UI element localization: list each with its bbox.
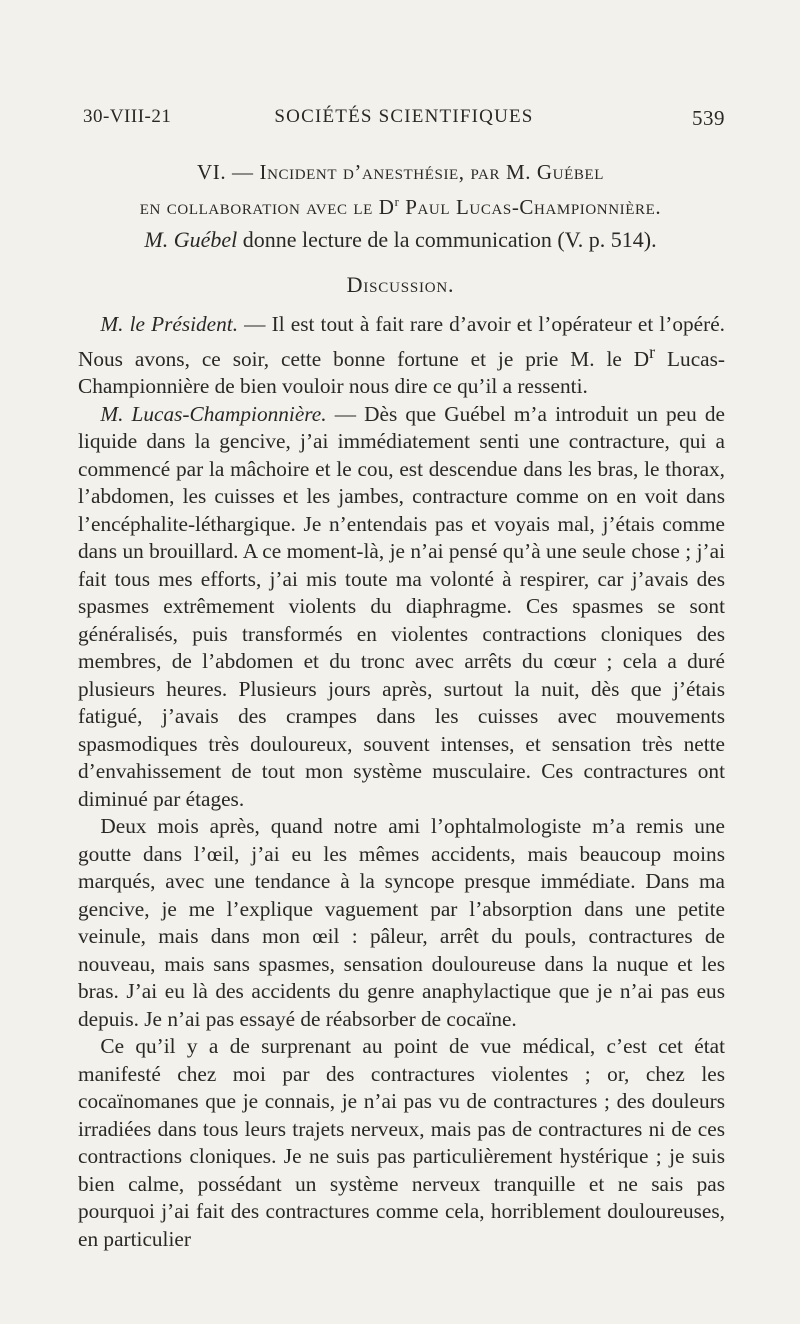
- paragraph-text: — Dès que Guébel m’a introduit un peu de liquide dans la gencive, j’ai immédiatement senti une contracture, qui a commencé par la mâchoire et le cou, est descendue dans les bras, le thorax, l’abdomen, les cuisses et les jambes, contracture comme on en voit dans l’encéphalite-léthargique. Je n’entendais pas et voyais mal, j’étais comme dans un brouillard. A ce moment-là, je n’ai pensé qu’à une seule chose ; j’ai fait tous mes efforts, j’ai mis toute ma volonté à respirer, car j’avais des spasmes extrêmement violents du diaphragme. Ces spasmes se sont généralisés, puis transformés en violentes contractions cloniques des membres, de l’abdomen et du tronc avec arrêts du cœur ; cela a duré plusieurs heures. Plusieurs jours après, surtout la nuit, dès que j’étais fatigué, j’avais des crampes dans les cuisses avec mouvements spasmodiques très douloureux, souvent intenses, et sensation très nette d’envahissement de tout mon système musculaire. Ces contractures ont diminué par étages.: [78, 401, 725, 811]
- paragraph-president: [78, 311, 725, 401]
- title-line-2-b: Paul Lucas-Championnière.: [399, 195, 662, 219]
- title-line-2-a: en collaboration avec le D: [139, 195, 395, 219]
- title-line-1: VI. — Incident d’anesthésie, par M. Guébel: [196, 160, 605, 184]
- header-section: SOCIÉTÉS SCIENTIFIQUES: [274, 106, 534, 127]
- speaker-president: M. le Président.: [100, 312, 239, 336]
- discussion-heading: Discussion.: [346, 272, 455, 297]
- article-title: [78, 157, 723, 222]
- paragraph-sup: r: [649, 341, 656, 362]
- paragraph-lucas-championniere: [78, 401, 725, 814]
- paragraph: Ce qu’il y a de surprenant au point de vue médical, c’est cet état manifesté chez moi par des contractures violentes ; or, chez les cocaïnomanes que je connais, je n’ai pas vu de contractures ; des douleurs irradiées dans tous leurs trajets nerveux, mais pas de contractures ni de ces contractions cloniques. Je ne suis pas particulièrement hystérique ; je suis bien calme, possédant un système nerveux tranquille et ne sais pas pourquoi j’ai fait des contractures comme cela, horriblement douloureuses, en particulier: [78, 1034, 725, 1251]
- paragraph: Deux mois après, quand notre ami l’ophtalmologiste m’a remis une goutte dans l’œil, j’ai eu les mêmes accidents, mais beaucoup moins marqués, avec une tendance à la syncope presque immédiate. Dans ma gencive, je me l’explique vaguement par l’absorption dans une petite veinule, mais dans mon œil : pâleur, arrêt du pouls, contractures de nouveau, mais sans spasmes, sensation douloureuse dans la nuque et les bras. J’ai eu là des accidents du genre anaphylactique que je n’ai pas eus depuis. Je n’ai pas essayé de réabsorber de cocaïne.: [78, 814, 725, 1031]
- paragraph-text: Lucas-Championnière de bien vouloir nous dire ce qu’il a ressenti.: [78, 346, 725, 399]
- title-line-2: [78, 187, 723, 222]
- paragraph-text: — Il est tout à fait rare d’avoir et l’opérateur et l’opéré. Nous avons, ce soir, cette bonne fortune et je prie M. le D: [78, 312, 726, 371]
- intro-speaker: M. Guébel: [144, 227, 238, 252]
- body-text: [78, 311, 725, 1253]
- intro-line: [78, 225, 723, 255]
- header-date: 30-VIII-21: [83, 106, 172, 127]
- title-sup: r: [394, 195, 400, 209]
- speaker-lucas-championniere: M. Lucas-Championnière.: [100, 401, 327, 426]
- intro-text: donne lecture de la communication (V. p. 514).: [237, 227, 657, 252]
- page-number: 539: [692, 106, 725, 130]
